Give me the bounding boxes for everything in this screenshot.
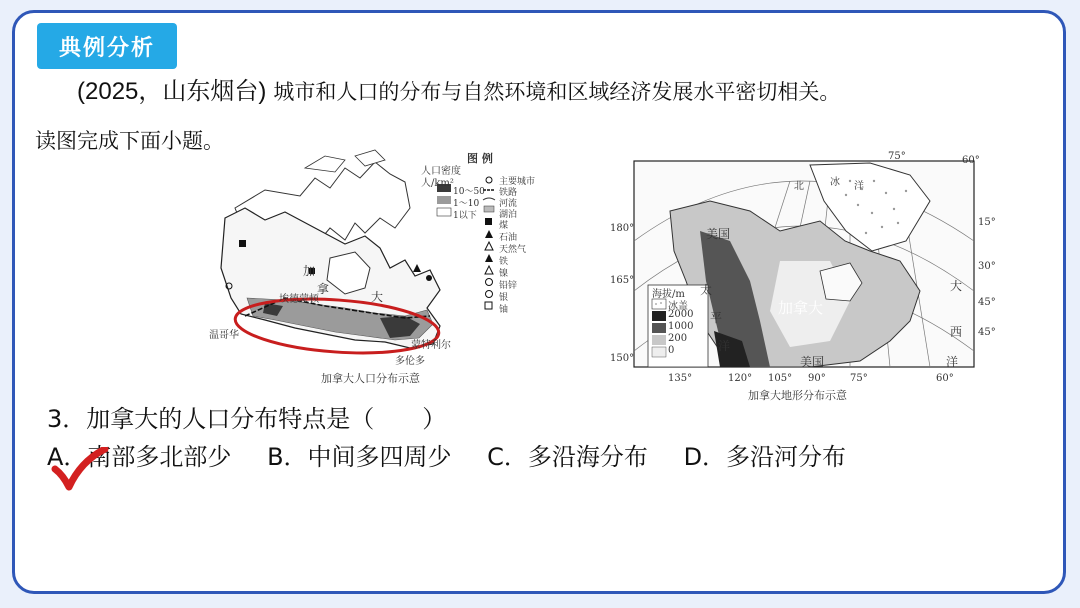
- legend-item: 铁: [499, 257, 509, 267]
- section-tag-label: 典例分析: [58, 36, 155, 61]
- legend-item: 铁路: [499, 188, 518, 198]
- legend-density-class: 1以下: [453, 211, 477, 221]
- legend-item: 河流: [499, 199, 518, 209]
- elev-legend-level: 1000: [668, 321, 694, 332]
- legend-item: 主要城市: [499, 177, 536, 187]
- answer-options: [47, 437, 874, 472]
- question-stem: [77, 71, 840, 106]
- ocean-char: 冰: [830, 177, 840, 188]
- slide: [12, 10, 1066, 594]
- legend-item: 银: [499, 293, 509, 303]
- city-label: 温哥华: [209, 330, 239, 341]
- option-d[interactable]: D．多沿河分布: [683, 443, 847, 471]
- lat-label: 45°: [978, 327, 996, 338]
- top-label: 60°: [962, 155, 980, 166]
- ocean-char: 大: [950, 279, 963, 293]
- elev-legend-level: 200: [668, 333, 688, 344]
- lat-label: 165°: [610, 275, 635, 286]
- country-char: 加: [303, 264, 316, 278]
- country-label: 加拿大: [778, 299, 824, 317]
- legend-density-class: 10～50: [453, 187, 485, 197]
- stem-text-line2: 读图完成下面小题。: [35, 129, 224, 153]
- country-char: 大: [371, 290, 384, 304]
- legend-item: 镍: [499, 269, 509, 279]
- section-tag: [37, 23, 177, 69]
- lat-label: 45°: [978, 297, 996, 308]
- legend-item: 湖泊: [499, 210, 518, 220]
- legend-item: 天然气: [499, 245, 527, 255]
- option-a[interactable]: A．南部多北部少: [47, 443, 232, 471]
- question-source: (2025，山东烟台): [77, 78, 267, 105]
- lon-label: 90°: [808, 373, 826, 384]
- lon-label: 75°: [850, 373, 868, 384]
- top-label: 75°: [888, 151, 906, 162]
- option-b[interactable]: B．中间多四周少: [267, 443, 452, 471]
- ocean-char: 太: [700, 283, 713, 297]
- legend-title: 图 例: [467, 152, 493, 165]
- usa-label: 美国: [800, 355, 825, 369]
- ocean-char: 西: [950, 325, 963, 339]
- elev-legend-level: 0: [668, 345, 675, 356]
- elev-legend-level: 2000: [668, 309, 694, 320]
- ocean-char: 洋: [718, 339, 731, 353]
- city-label: 蒙特利尔: [411, 340, 451, 351]
- lon-label: 120°: [728, 373, 753, 384]
- usa-label: 美国: [706, 227, 731, 241]
- legend-density-class: 1～10: [453, 199, 480, 209]
- city-label: 埃德蒙顿: [279, 294, 319, 305]
- legend-item: 铅锌: [499, 281, 518, 291]
- ocean-char: 洋: [854, 181, 864, 192]
- stem-text-line1: 城市和人口的分布与自然环境和区域经济发展水平密切相关。: [273, 80, 841, 104]
- option-c[interactable]: C．多沿海分布: [487, 443, 648, 471]
- legend-density-unit: 人/km²: [421, 178, 454, 189]
- legend-density-label: 人口密度: [421, 166, 461, 177]
- lat-label: 180°: [610, 223, 635, 234]
- lon-label: 105°: [768, 373, 793, 384]
- question-prompt: 3．加拿大的人口分布特点是（ ）: [47, 405, 447, 433]
- lat-label: 150°: [610, 353, 635, 364]
- lon-label: 60°: [936, 373, 954, 384]
- ocean-char: 北: [794, 181, 804, 192]
- lat-label: 30°: [978, 261, 996, 272]
- legend-item: 铀: [499, 305, 509, 315]
- ocean-char: 平: [710, 311, 723, 325]
- population-map: [205, 148, 535, 388]
- map-caption: 加拿大地形分布示意: [748, 389, 847, 402]
- lat-label: 15°: [978, 217, 996, 228]
- elev-legend-ice: 冰盖: [668, 301, 688, 312]
- legend-item: 煤: [499, 221, 509, 231]
- country-char: 拿: [317, 282, 330, 296]
- city-label: 多伦多: [395, 356, 425, 367]
- legend-item: 石油: [499, 233, 518, 243]
- map-caption: 加拿大人口分布示意: [321, 372, 420, 385]
- checkmark-icon: [51, 447, 111, 497]
- population-map-figure: [205, 148, 535, 388]
- terrain-map: [610, 151, 996, 402]
- ocean-char: 洋: [946, 355, 959, 369]
- elev-legend-title: 海拔/m: [652, 289, 685, 300]
- lon-label: 135°: [668, 373, 693, 384]
